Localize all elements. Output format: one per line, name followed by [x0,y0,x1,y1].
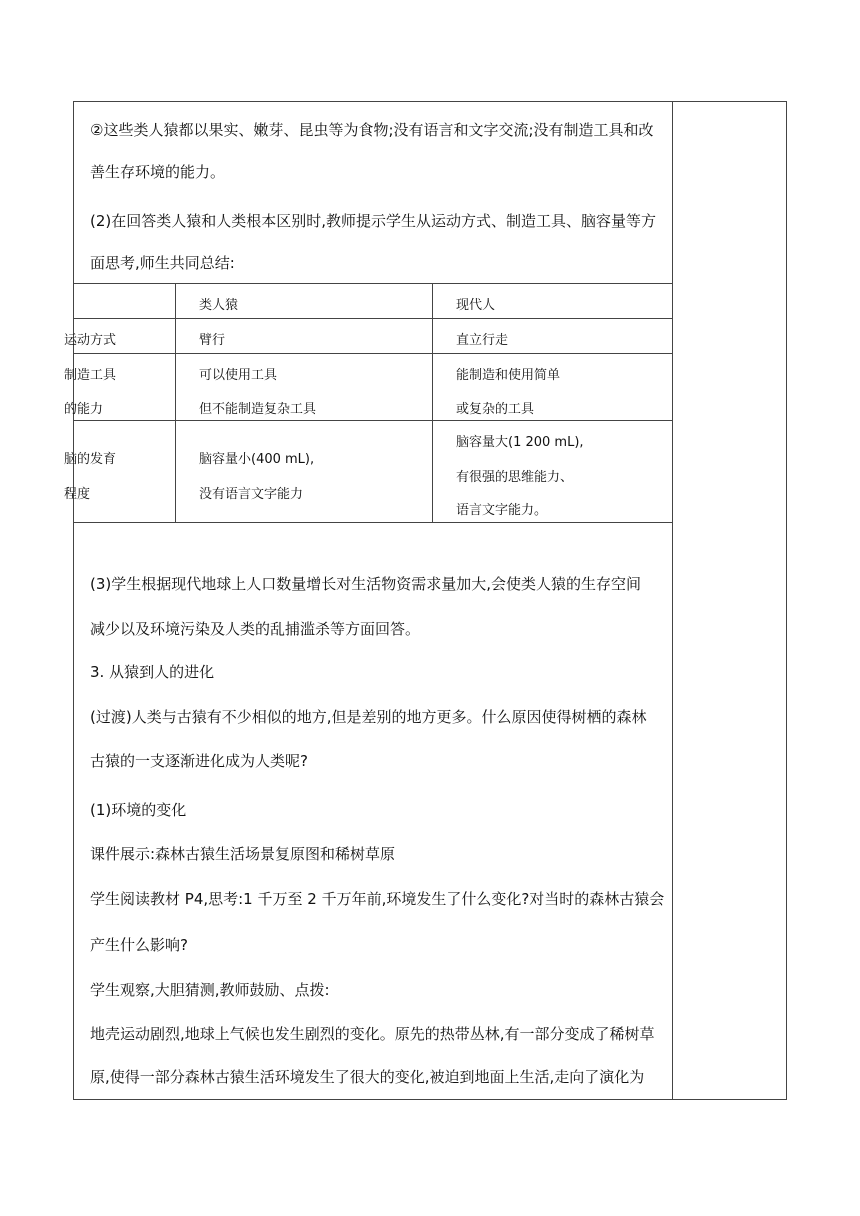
table-rule [73,420,673,421]
table-header-cell: 现代人 [456,298,496,313]
table-cell: 能制造和使用简单 [456,368,561,383]
paragraph: 课件展示:森林古猿生活场景复原图和稀树草原 [90,845,396,863]
paragraph: 面思考,师生共同总结: [90,254,235,272]
table-col-divider [175,283,176,523]
table-row-label: 程度 [64,487,91,502]
paragraph: (2)在回答类人猿和人类根本区别时,教师提示学生从运动方式、制造工具、脑容量等方 [90,212,657,230]
paragraph: 善生存环境的能力。 [90,163,226,181]
table-cell: 臂行 [199,333,226,348]
table-rule [73,318,673,319]
paragraph: 学生阅读教材 P4,思考:1 千万至 2 千万年前,环境发生了什么变化?对当时的森林古猿会 [90,890,665,908]
paragraph: (3)学生根据现代地球上人口数量增长对生活物资需求量加大,会使类人猿的生存空间 [90,575,642,593]
paragraph: 原,使得一部分森林古猿生活环境发生了很大的变化,被迫到地面上生活,走向了演化为 [90,1068,645,1086]
table-rule [73,283,673,284]
table-row-label: 的能力 [64,402,104,417]
table-row-label: 制造工具 [64,368,117,383]
paragraph: 地壳运动剧烈,地球上气候也发生剧烈的变化。原先的热带丛林,有一部分变成了稀树草 [90,1025,655,1043]
paragraph: ②这些类人猿都以果实、嫩芽、昆虫等为食物;没有语言和文字交流;没有制造工具和改 [90,121,654,139]
paragraph: 学生观察,大胆猜测,教师鼓励、点拨: [90,981,330,999]
table-cell: 或复杂的工具 [456,402,535,417]
table-cell: 语言文字能力。 [456,503,548,518]
paragraph: 产生什么影响? [90,936,188,954]
paragraph: 古猿的一支逐渐进化成为人类呢? [90,752,308,770]
section-heading: 3. 从猿到人的进化 [90,663,215,681]
table-header-cell: 类人猿 [199,298,239,313]
table-cell: 没有语言文字能力 [199,487,304,502]
table-cell: 但不能制造复杂工具 [199,402,317,417]
table-rule [73,353,673,354]
table-rule [73,522,673,523]
subsection-heading: (1)环境的变化 [90,801,187,819]
table-row-label: 运动方式 [64,333,117,348]
right-column-divider [672,101,673,1100]
table-col-divider [432,283,433,523]
table-cell: 可以使用工具 [199,368,278,383]
table-cell: 直立行走 [456,333,509,348]
paragraph: 减少以及环境污染及人类的乱捕滥杀等方面回答。 [90,620,421,638]
table-cell: 脑容量小(400 mL), [199,452,315,467]
table-row-label: 脑的发育 [64,452,117,467]
table-cell: 脑容量大(1 200 mL), [456,435,584,450]
paragraph: (过渡)人类与古猿有不少相似的地方,但是差别的地方更多。什么原因使得树栖的森林 [90,708,647,726]
comparison-table [64,283,673,523]
table-cell: 有很强的思维能力、 [456,470,574,485]
